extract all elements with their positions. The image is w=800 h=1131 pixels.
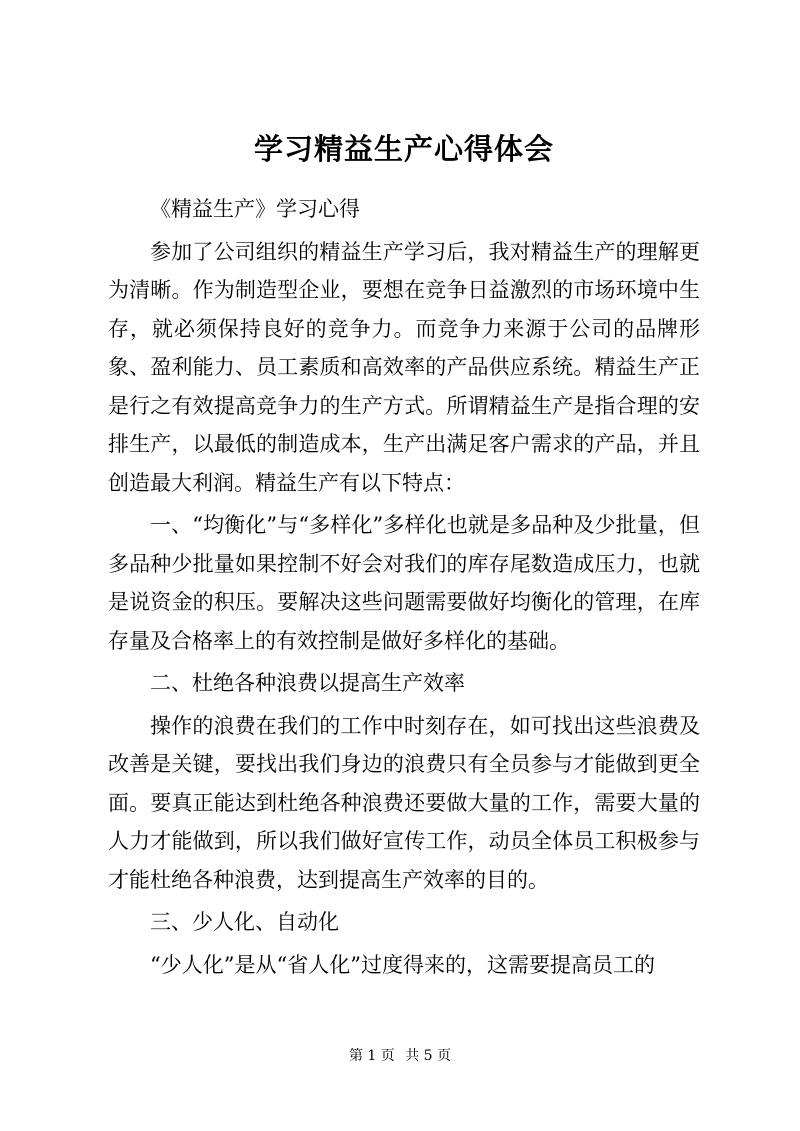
paragraph-heading-three: 三、少人化、自动化: [150, 910, 339, 934]
paragraph-point-two: 操作的浪费在我们的工作中时刻存在，如可找出这些浪费及改善是关键，要找出我们身边的浪费只有全员参与才能做到更全面。要真正能达到杜绝各种浪费还要做大量的工作，需要大量的人力才能做到，所以我们做好宣传工作，动员全体员工积极参与才能杜绝各种浪费，达到提高生产效率的目的。: [108, 713, 700, 892]
paragraph-heading-two: 二、杜绝各种浪费以提高生产效率: [150, 671, 465, 695]
page-footer: [0, 1045, 800, 1065]
page-number: 第 1 页: [348, 1048, 395, 1064]
paragraph-subtitle: 《精益生产》学习心得: [150, 197, 360, 221]
paragraph-intro: 参加了公司组织的精益生产学习后，我对精益生产的理解更为清晰。作为制造型企业，要想在竞争日益激烈的市场环境中生存，就必须保持良好的竞争力。而竞争力来源于公司的品牌形象、盈利能力、员工素质和高效率的产品供应系统。精益生产正是行之有效提高竞争力的生产方式。所谓精益生产是指合理的安排生产，以最低的制造成本，生产出满足客户需求的产品，并且创造最大利润。精益生产有以下特点：: [108, 239, 700, 495]
document-title: 学习精益生产心得体会: [253, 132, 554, 166]
document-body: [108, 128, 700, 984]
paragraph-point-three: “少人化”是从“省人化”过度得来的，这需要提高员工的: [150, 952, 655, 977]
page-total: 共 5 页: [405, 1048, 452, 1064]
paragraph-point-one: 一、“均衡化”与“多样化”多样化也就是多品种及少批量，但多品种少批量如果控制不好会对我们的库存尾数造成压力，也就是说资金的积压。要解决这些问题需要做好均衡化的管理，在库存量及合格率上的有效控制是做好多样化的基础。: [108, 513, 700, 653]
